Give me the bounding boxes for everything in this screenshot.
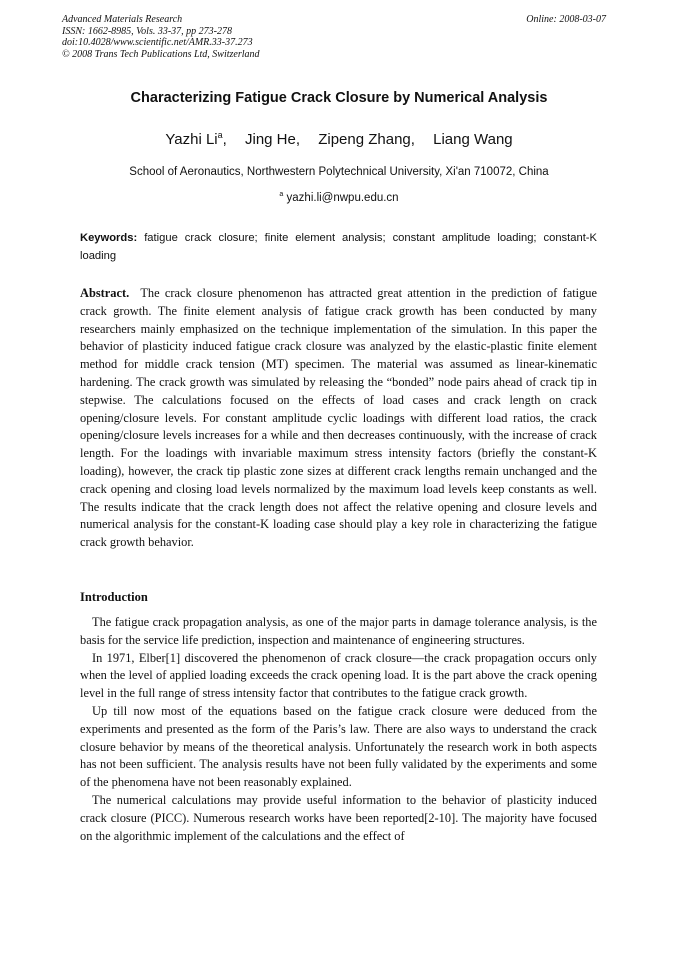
journal-name: Advanced Materials Research xyxy=(62,14,183,25)
author: Jing He, xyxy=(245,131,301,148)
author: Yazhi Li$^a$, xyxy=(165,130,227,148)
email-link[interactable]: yazhi.li@nwpu.edu.cn xyxy=(286,191,399,204)
paragraph: Up till now most of the equations based on the fatigue crack closure were deduced from the experiments and presented as the form of the Paris’s law. There are also ways to understand the crack closure behavior by means of the theoretical analysis. Unfortunately the research work in both aspects has not been sufficient. The analysis results have not been fully validated by the experiments and some of the phenomena have not been reasonably explained. xyxy=(80,703,597,790)
copyright-line: © 2008 Trans Tech Publications Ltd, Switzerland xyxy=(62,48,260,60)
issn-line: ISSN: 1662-8985, Vols. 33-37, pp 273-278 xyxy=(62,25,232,37)
author: Zipeng Zhang, xyxy=(318,131,415,148)
abstract-section xyxy=(80,285,597,552)
keywords-label: Keywords: xyxy=(80,232,138,244)
paragraph: In 1971, Elber[1] discovered the phenomenon of crack closure—the crack propagation occurs only when the level of applied loading exceeds the crack opening load. It is the part above the crack opening level in the full range of stress intensity factor that contributes to the fatigue crack growth. xyxy=(80,650,597,701)
introduction-body xyxy=(80,614,597,845)
affiliation: School of Aeronautics, Northwestern Polytechnical University, Xi'an 710072, China xyxy=(129,166,549,178)
paragraph: The fatigue crack propagation analysis, as one of the major parts in damage tolerance analysis, is the basis for the service life prediction, inspection and maintenance of engineering structures. xyxy=(80,615,597,647)
section-heading-introduction: Introduction xyxy=(80,590,148,604)
author-list xyxy=(0,130,678,148)
journal-header xyxy=(62,14,606,60)
doi-line: doi:10.4028/www.scientific.net/AMR.33-37.273 xyxy=(62,37,253,48)
paragraph: The numerical calculations may provide useful information to the behavior of plasticity induced crack closure (PICC). Numerous research works have been reported[2-10]. The majority have focused on the algorithmic implement of the calculations and the effect of xyxy=(80,792,597,843)
keywords-text: fatigue crack closure; finite element analysis; constant amplitude loading; constant-K loading xyxy=(80,232,597,262)
author-email: $^a$ yazhi.li@nwpu.edu.cn xyxy=(279,191,399,204)
author: Liang Wang xyxy=(433,131,513,148)
abstract-text: The crack closure phenomenon has attracted great attention in the prediction of fatigue crack growth. The finite element analysis of fatigue crack growth has been conducted by many researchers mainly emphasized on the technique implementation of the simulation. In this paper the behavior of plasticity induced fatigue crack closure was analyzed by the elastic-plastic finite element method for middle crack tension (MT) specimen. The material was assumed as linear-kinematic hardening. The crack growth was simulated by releasing the “bonded” node pairs ahead of crack tip in stepwise. The calculations focused on the effects of load cases and crack length on crack opening/closure levels. For constant amplitude cyclic loadings with different load ratios, the crack opening/closure levels increases for a while and then decreases continuously, with the increase of crack length. For the loadings with invariable maximum stress intensity factors (briefly the constant-K loading), however, the crack tip plastic zone sizes at different crack lengths remain unchanged and the crack opening and closing load levels normalized by the maximum load levels keep constants as well. The results indicate that the crack length does not affect the relative opening and closure levels and numerical analysis for the constant-K loading case should play a key role in characterizing the fatigue crack growth behavior. xyxy=(80,286,597,550)
online-date: Online: 2008-03-07 xyxy=(526,14,606,25)
abstract-label: Abstract. xyxy=(80,286,130,300)
keywords-section xyxy=(80,230,597,265)
paper-title: Characterizing Fatigue Crack Closure by Numerical Analysis xyxy=(130,90,548,106)
